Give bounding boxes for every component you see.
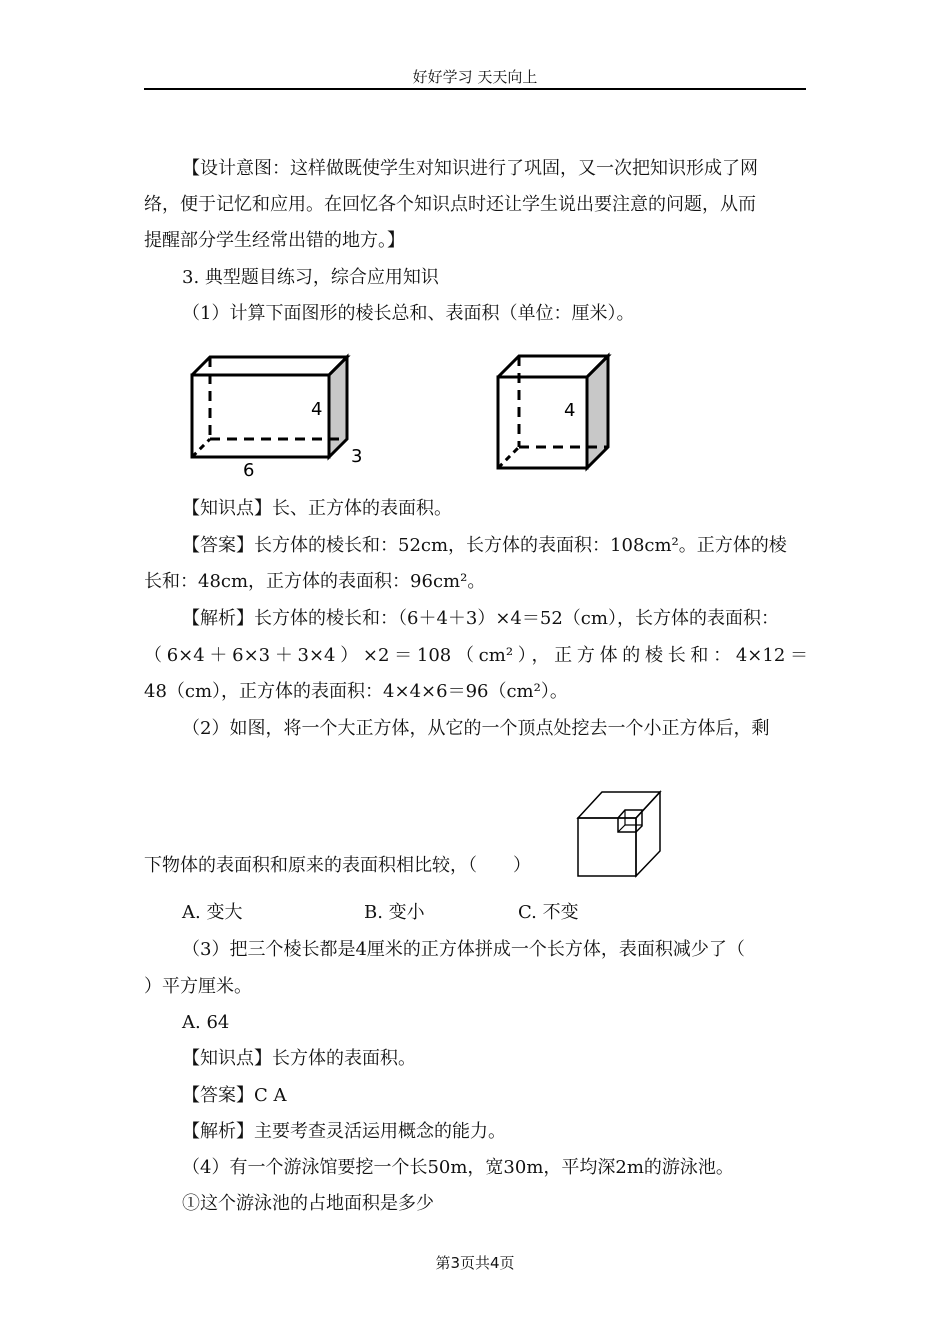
- analysis-1-line-3: 48（cm），正方体的表面积：4×4×6＝96（cm²）。: [144, 681, 568, 702]
- design-intent-line-3: 提醒部分学生经常出错的地方。】: [144, 230, 405, 251]
- option-b: B. 变小: [364, 902, 425, 923]
- knowledge-point-1: 【知识点】长、正方体的表面积。: [182, 498, 452, 519]
- answer-1-line-2: 长和：48cm，正方体的表面积：96cm²。: [144, 571, 486, 592]
- page-header: 好好学习 天天向上: [412, 68, 538, 86]
- page-footer: 第3页共4页: [435, 1254, 515, 1272]
- answer-3: 【答案】C A: [182, 1085, 287, 1106]
- cube-figure: [490, 350, 620, 475]
- cuboid-width-label: 3: [351, 446, 363, 467]
- option-a: A. 变大: [182, 902, 243, 923]
- question-3-option: A. 64: [182, 1012, 230, 1033]
- question-4-sub-1: ①这个游泳池的占地面积是多少: [182, 1193, 434, 1214]
- cuboid-length-label: 6: [243, 460, 255, 480]
- answer-1-line-1: 【答案】长方体的棱长和：52cm，长方体的表面积：108cm²。正方体的棱: [182, 535, 787, 556]
- option-c: C. 不变: [518, 902, 579, 923]
- knowledge-point-3: 【知识点】长方体的表面积。: [182, 1048, 416, 1069]
- cuboid-figure: [185, 350, 375, 480]
- header-rule: [144, 88, 806, 90]
- question-2-line-1: （2）如图，将一个大正方体，从它的一个顶点处挖去一个小正方体后，剩: [182, 718, 770, 739]
- design-intent-line-2: 络，便于记忆和应用。在回忆各个知识点时还让学生说出要注意的问题，从而: [144, 194, 756, 215]
- question-3-line-2: ）平方厘米。: [144, 976, 252, 997]
- question-3-line-1: （3）把三个棱长都是4厘米的正方体拼成一个长方体，表面积减少了（: [182, 939, 745, 960]
- analysis-1-line-2: （6×4＋6×3＋3×4）×2＝108（cm²），正方体的棱长和：4×12＝: [144, 645, 808, 666]
- analysis-1-line-1: 【解析】长方体的棱长和：（6＋4＋3）×4＝52（cm），长方体的表面积：: [182, 608, 779, 629]
- question-4: （4）有一个游泳馆要挖一个长50m，宽30m，平均深2m的游泳池。: [182, 1157, 734, 1178]
- question-1: （1）计算下面图形的棱长总和、表面积（单位：厘米）。: [182, 303, 635, 324]
- cuboid-height-label: 4: [311, 399, 323, 420]
- design-intent-line-1: 【设计意图：这样做既使学生对知识进行了巩固，又一次把知识形成了网: [182, 158, 758, 179]
- cube-edge-label: 4: [564, 400, 576, 421]
- question-2-line-2: 下物体的表面积和原来的表面积相比较，（ ）: [144, 855, 531, 876]
- analysis-3: 【解析】主要考查灵活运用概念的能力。: [182, 1121, 506, 1142]
- section-3-heading: 3. 典型题目练习，综合应用知识: [182, 267, 439, 288]
